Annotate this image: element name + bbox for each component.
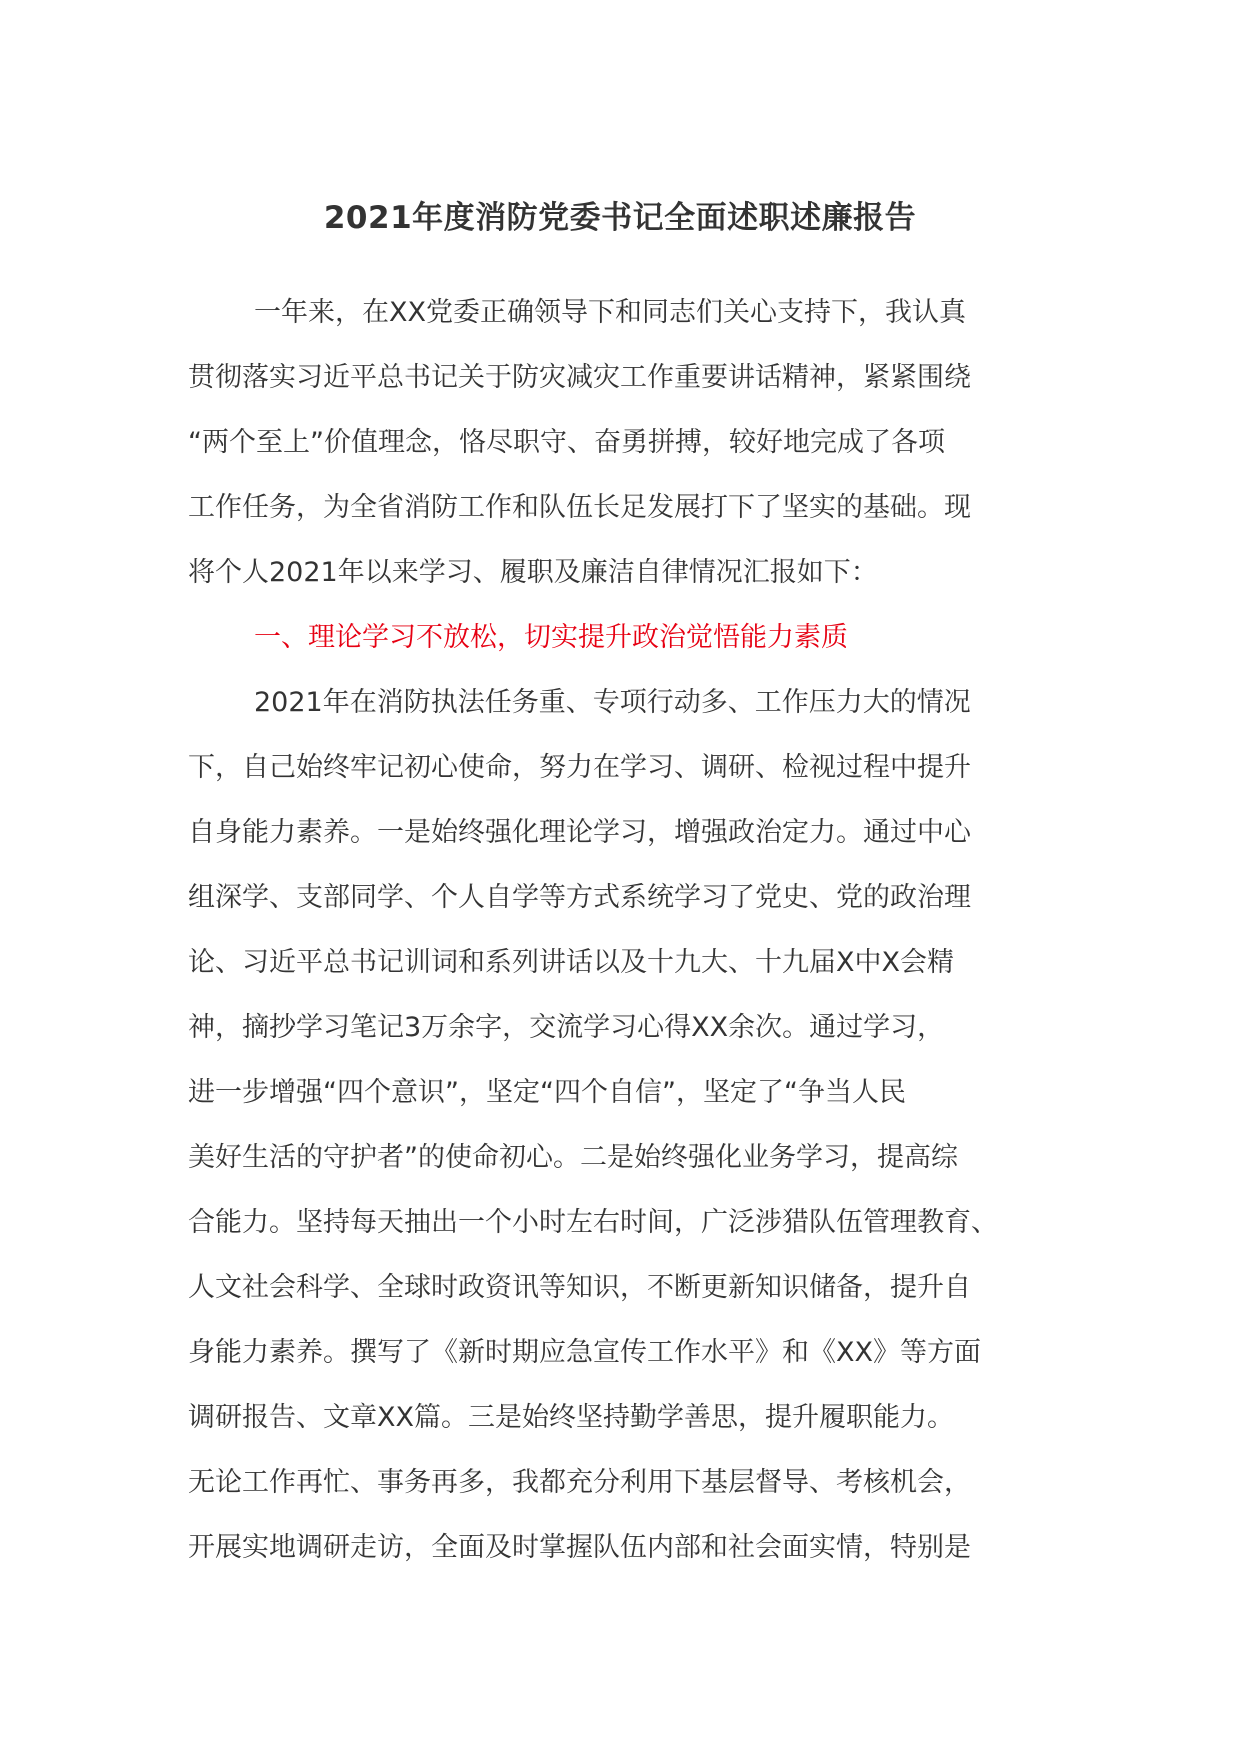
paragraph-line: 工作任务，为全省消防工作和队伍长足发展打下了坚实的基础。现 [188, 492, 971, 523]
paragraph-line: 自身能力素养。一是始终强化理论学习，增强政治定力。通过中心 [188, 817, 971, 848]
paragraph-line: 2021年在消防执法任务重、专项行动多、工作压力大的情况 [254, 687, 971, 718]
paragraph-line: 人文社会科学、全球时政资讯等知识，不断更新知识储备，提升自 [188, 1272, 971, 1303]
paragraph-line: “两个至上”价值理念，恪尽职守、奋勇拼搏，较好地完成了各项 [188, 427, 945, 458]
paragraph-line: 美好生活的守护者”的使命初心。二是始终强化业务学习，提高综 [188, 1142, 958, 1173]
paragraph-line: 论、习近平总书记训词和系列讲话以及十九大、十九届X中X会精 [188, 947, 954, 978]
paragraph-line: 调研报告、文章XX篇。三是始终坚持勤学善思，提升履职能力。 [188, 1402, 954, 1433]
paragraph-line: 无论工作再忙、事务再多，我都充分利用下基层督导、考核机会， [188, 1467, 971, 1498]
paragraph-line: 组深学、支部同学、个人自学等方式系统学习了党史、党的政治理 [188, 882, 971, 913]
paragraph-line: 贯彻落实习近平总书记关于防灾减灾工作重要讲话精神，紧紧围绕 [188, 362, 971, 393]
document-title: 2021年度消防党委书记全面述职述廉报告 [323, 200, 917, 236]
paragraph-line: 身能力素养。撰写了《新时期应急宣传工作水平》和《XX》等方面 [188, 1337, 981, 1368]
paragraph-line: 一年来，在XX党委正确领导下和同志们关心支持下，我认真 [254, 297, 966, 328]
section-heading: 一、理论学习不放松，切实提升政治觉悟能力素质 [254, 622, 848, 653]
paragraph-line: 将个人2021年以来学习、履职及廉洁自律情况汇报如下： [188, 557, 878, 588]
paragraph-line: 开展实地调研走访，全面及时掌握队伍内部和社会面实情，特别是 [188, 1532, 971, 1563]
paragraph-line: 神，摘抄学习笔记3万余字，交流学习心得XX余次。通过学习， [188, 1012, 945, 1043]
document-body [188, 280, 1052, 1580]
paragraph-line: 下，自己始终牢记初心使命，努力在学习、调研、检视过程中提升 [188, 752, 971, 783]
paragraph-line: 进一步增强“四个意识”，坚定“四个自信”，坚定了“争当人民 [188, 1077, 906, 1108]
paragraph-line: 合能力。坚持每天抽出一个小时左右时间，广泛涉猎队伍管理教育、 [188, 1207, 998, 1238]
